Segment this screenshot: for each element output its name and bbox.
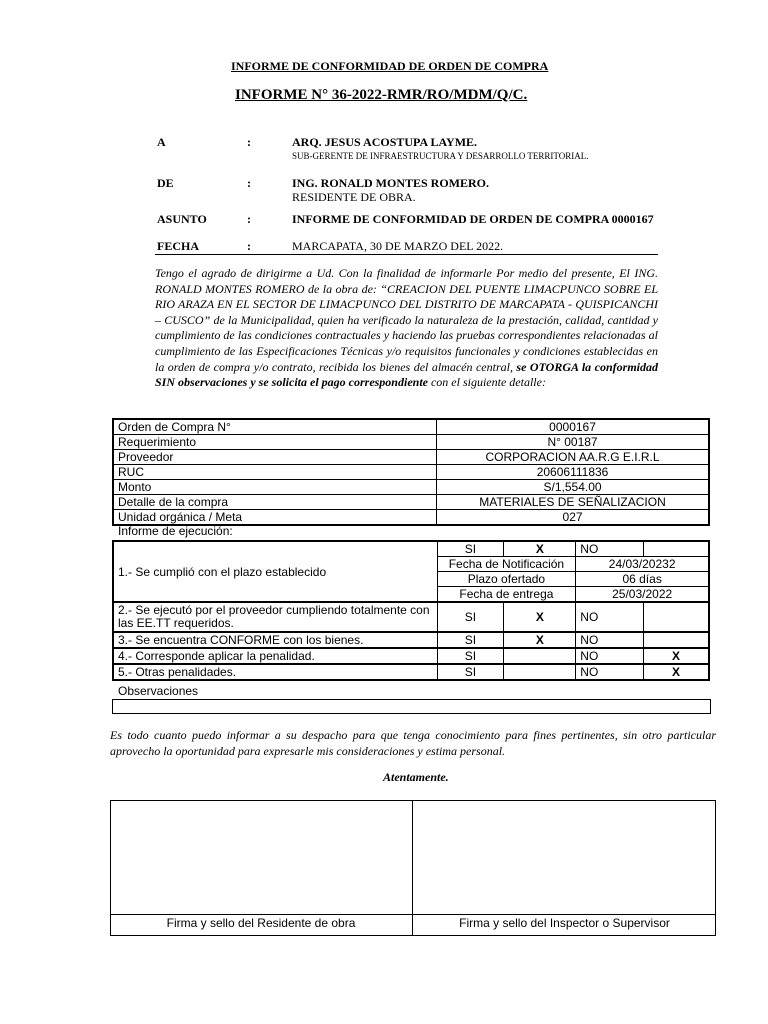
detail-label: Monto	[113, 480, 437, 495]
q5-no-mark: X	[643, 664, 709, 680]
q2-no-label: NO	[576, 602, 644, 632]
q3-si-mark: X	[504, 632, 576, 648]
from-label: DE	[157, 176, 174, 190]
date-value: MARCAPATA, 30 DE MARZO DEL 2022.	[292, 239, 504, 253]
subject-value: INFORME DE CONFORMIDAD DE ORDEN DE COMPRA 0000167	[292, 212, 654, 226]
table-row	[113, 435, 709, 450]
q5-si-mark	[504, 664, 576, 680]
to-label: A	[157, 135, 166, 149]
table-row	[113, 480, 709, 495]
table-row	[113, 602, 709, 632]
purchase-detail-table	[112, 418, 710, 526]
detail-value: S/1,554.00	[437, 480, 709, 495]
q4-no-mark: X	[643, 648, 709, 664]
inspector-signature-caption: Firma y sello del Inspector o Supervisor	[459, 916, 670, 930]
q4-si-mark	[504, 648, 576, 664]
subject-colon: :	[247, 212, 251, 226]
resident-signature-caption: Firma y sello del Residente de obra	[166, 916, 356, 930]
table-row	[113, 632, 709, 648]
detail-value: MATERIALES DE SEÑALIZACION	[437, 495, 709, 510]
table-row	[113, 648, 709, 664]
table-row	[113, 450, 709, 465]
table-row	[113, 541, 709, 557]
q3-no-label: NO	[576, 632, 644, 648]
date-label: FECHA	[157, 239, 199, 253]
table-row	[113, 664, 709, 680]
delivery-date-value: 25/03/2022	[576, 587, 709, 603]
detail-value: N° 00187	[437, 435, 709, 450]
signature-caption-line	[111, 914, 715, 915]
delivery-date-label: Fecha de entrega	[437, 587, 576, 603]
q2-si-label: SI	[437, 602, 504, 632]
q5-si-label: SI	[437, 664, 504, 680]
to-name: ARQ. JESUS ACOSTUPA LAYME.	[292, 135, 478, 149]
execution-table	[112, 540, 710, 681]
detail-value: 0000167	[437, 419, 709, 435]
signature-box	[110, 800, 716, 936]
q2-si-mark: X	[504, 602, 576, 632]
question-4: 4.- Corresponde aplicar la penalidad.	[113, 648, 437, 664]
question-1: 1.- Se cumplió con el plazo establecido	[113, 541, 437, 602]
report-number: INFORME N° 36-2022-RMR/RO/MDM/Q/C.	[235, 87, 528, 103]
observations-label: Observaciones	[118, 684, 199, 698]
offered-term-value: 06 días	[576, 572, 709, 587]
question-3: 3.- Se encuentra CONFORME con los bienes.	[113, 632, 437, 648]
closing-salutation: Atentamente.	[383, 770, 449, 784]
from-colon: :	[247, 176, 251, 190]
table-row	[113, 419, 709, 435]
notification-date-label: Fecha de Notificación	[437, 557, 576, 572]
q1-si-label: SI	[437, 541, 504, 557]
question-5: 5.- Otras penalidades.	[113, 664, 437, 680]
from-name: ING. RONALD MONTES ROMERO.	[292, 176, 490, 190]
closing-paragraph: Es todo cuanto puedo informar a su despacho para que tenga conocimiento para fines pertinentes, sin otro particular aprovecho la oportunidad para expresarle mis consideraciones y estima personal.	[110, 728, 716, 758]
notification-date-value: 24/03/20232	[576, 557, 709, 572]
q3-si-label: SI	[437, 632, 504, 648]
detail-label: Proveedor	[113, 450, 437, 465]
detail-value: 20606111836	[437, 465, 709, 480]
offered-term-label: Plazo ofertado	[437, 572, 576, 587]
q1-no-label: NO	[576, 541, 644, 557]
detail-label: Detalle de la compra	[113, 495, 437, 510]
q4-no-label: NO	[576, 648, 644, 664]
detail-label: Requerimiento	[113, 435, 437, 450]
detail-label: Unidad orgánica / Meta	[113, 510, 437, 526]
detail-value: CORPORACION AA.R.G E.I.R.L	[437, 450, 709, 465]
table-row	[113, 510, 709, 526]
q5-no-label: NO	[576, 664, 644, 680]
subject-label: ASUNTO	[157, 212, 207, 226]
document-title: INFORME DE CONFORMIDAD DE ORDEN DE COMPRA	[231, 59, 549, 73]
q3-no-mark	[643, 632, 709, 648]
q2-no-mark	[643, 602, 709, 632]
table-row	[113, 495, 709, 510]
table-row	[113, 465, 709, 480]
to-role: SUB-GERENTE DE INFRAESTRUCTURA Y DESARROLLO TERRITORIAL.	[292, 151, 589, 161]
q4-si-label: SI	[437, 648, 504, 664]
detail-label: RUC	[113, 465, 437, 480]
question-2: 2.- Se ejecutó por el proveedor cumpliendo totalmente con las EE.TT requeridos.	[113, 602, 437, 632]
header-divider	[155, 254, 658, 255]
to-colon: :	[247, 135, 251, 149]
execution-title: Informe de ejecución:	[118, 524, 233, 538]
detail-value: 027	[437, 510, 709, 526]
date-colon: :	[247, 239, 251, 253]
q1-si-mark: X	[504, 541, 576, 557]
detail-label: Orden de Compra N°	[113, 419, 437, 435]
observations-box	[112, 699, 711, 714]
body-paragraph: Tengo el agrado de dirigirme a Ud. Con la finalidad de informarle Por medio del presente, El ING. RONALD MONTES ROMERO de la obra de: “CREACION DEL PUENTE LIMACPUNCO SOBRE EL RIO ARAZA EN EL SECTOR DE LIMACPUNCO DEL DISTRITO DE MARCAPATA - QUISPICANCHI – CUSCO” de la Municipalidad, quien ha verificado la naturaleza de la prestación, calidad, cantidad y cumplimiento de las condiciones contractuales y haciendo las pruebas correspondientes relacionadas al cumplimiento de las Especificaciones Técnicas y/o requisitos funcionales y condiciones establecidas en la orden de compra y/o contrato, recibida los bienes del almacén central, se OTORGA la conformidad SIN observaciones y se solicita el pago correspondiente con el siguiente detalle:	[155, 266, 658, 390]
q1-no-mark	[643, 541, 709, 557]
from-role: RESIDENTE DE OBRA.	[292, 190, 416, 204]
